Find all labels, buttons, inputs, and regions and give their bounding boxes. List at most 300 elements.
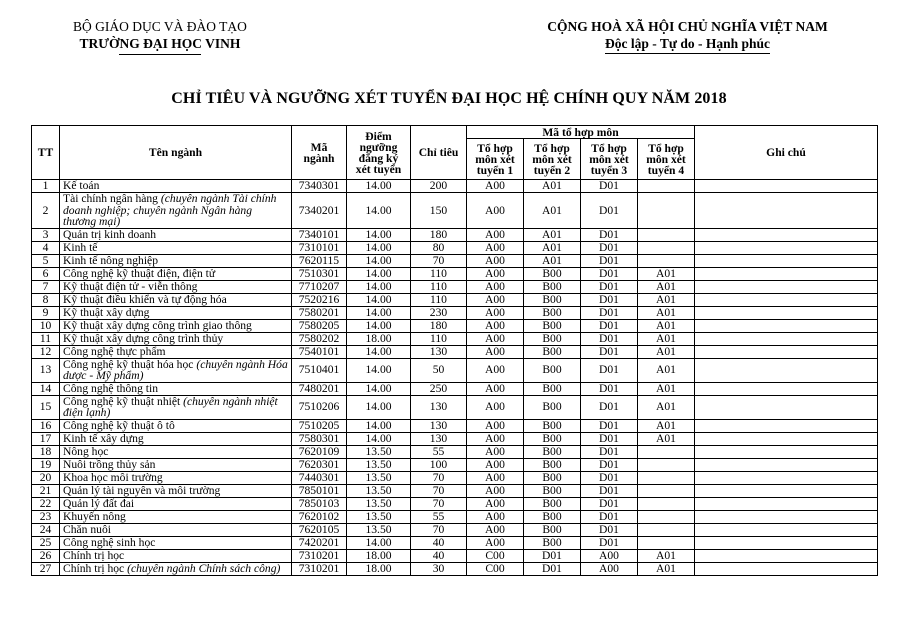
table-row (32, 419, 878, 432)
major-name (60, 432, 292, 445)
quota: 40 (411, 536, 467, 549)
major-code: 7580205 (292, 319, 347, 332)
quota: 80 (411, 241, 467, 254)
table-row (32, 319, 878, 332)
table-row (32, 510, 878, 523)
combo-3: D01 (581, 228, 638, 241)
combo-2: B00 (524, 345, 581, 358)
note (695, 228, 878, 241)
combo-4 (638, 510, 695, 523)
major-code: 7510205 (292, 419, 347, 432)
major-name-text: Kinh tế (63, 240, 98, 254)
combo-3: D01 (581, 293, 638, 306)
combo-3: D01 (581, 510, 638, 523)
major-code: 7620109 (292, 445, 347, 458)
row-number: 14 (32, 382, 60, 395)
issuer-header (40, 18, 280, 55)
combo-2: B00 (524, 432, 581, 445)
combo-4: A01 (638, 280, 695, 293)
combo-2: A01 (524, 241, 581, 254)
combo-4: A01 (638, 267, 695, 280)
combo-1: A00 (467, 345, 524, 358)
combo-1: A00 (467, 280, 524, 293)
quota: 70 (411, 497, 467, 510)
combo-2: B00 (524, 536, 581, 549)
combo-3: D01 (581, 319, 638, 332)
combo-2: B00 (524, 358, 581, 382)
header-code: Mã ngành (292, 126, 347, 180)
note (695, 458, 878, 471)
table-row (32, 267, 878, 280)
row-number: 9 (32, 306, 60, 319)
major-name (60, 549, 292, 562)
major-name-text: Công nghệ sinh học (63, 535, 156, 549)
combo-4: A01 (638, 293, 695, 306)
note (695, 345, 878, 358)
note (695, 484, 878, 497)
combo-4 (638, 484, 695, 497)
threshold-score: 14.00 (347, 228, 411, 241)
note (695, 549, 878, 562)
threshold-score: 14.00 (347, 345, 411, 358)
header-note: Ghi chú (695, 126, 878, 180)
combo-4 (638, 241, 695, 254)
combo-3: D01 (581, 332, 638, 345)
admission-quota-table (31, 125, 878, 576)
note (695, 358, 878, 382)
major-name (60, 382, 292, 395)
threshold-score: 14.00 (347, 382, 411, 395)
major-name-text: Kỹ thuật xây dựng (63, 305, 150, 319)
row-number: 26 (32, 549, 60, 562)
major-name (60, 471, 292, 484)
combo-4: A01 (638, 382, 695, 395)
quota: 110 (411, 280, 467, 293)
table-row (32, 241, 878, 254)
major-name-text: Kế toán (63, 179, 100, 193)
combo-2: B00 (524, 395, 581, 419)
combo-3: A00 (581, 549, 638, 562)
table-row (32, 180, 878, 193)
combo-4: A01 (638, 358, 695, 382)
quota: 40 (411, 549, 467, 562)
major-name (60, 497, 292, 510)
major-name (60, 562, 292, 575)
table-row (32, 471, 878, 484)
combo-4 (638, 445, 695, 458)
row-number: 5 (32, 254, 60, 267)
table-body (32, 180, 878, 576)
table-row (32, 358, 878, 382)
major-code: 7850103 (292, 497, 347, 510)
major-name-text: Chính trị học (63, 561, 125, 575)
major-name-text: Công nghệ kỹ thuật ô tô (63, 418, 175, 432)
table-row (32, 458, 878, 471)
combo-3: D01 (581, 523, 638, 536)
table-row (32, 536, 878, 549)
quota: 130 (411, 395, 467, 419)
combo-2: B00 (524, 458, 581, 471)
threshold-score: 18.00 (347, 549, 411, 562)
header-major: Tên ngành (60, 126, 292, 180)
major-code: 7510301 (292, 267, 347, 280)
threshold-score: 14.00 (347, 193, 411, 229)
specialization-note: (chuyên ngành Tài chính doanh nghiệp; chuyên ngành Ngân hàng thương mại) (63, 192, 277, 228)
threshold-score: 13.50 (347, 484, 411, 497)
threshold-score: 18.00 (347, 562, 411, 575)
combo-2: B00 (524, 332, 581, 345)
major-name (60, 332, 292, 345)
major-code: 7480201 (292, 382, 347, 395)
combo-2: B00 (524, 419, 581, 432)
major-code: 7580301 (292, 432, 347, 445)
combo-4: A01 (638, 549, 695, 562)
note (695, 254, 878, 267)
quota: 180 (411, 228, 467, 241)
note (695, 523, 878, 536)
combo-1: A00 (467, 180, 524, 193)
major-name-text: Kỹ thuật xây dựng công trình thủy (63, 331, 224, 345)
row-number: 11 (32, 332, 60, 345)
combo-1: A00 (467, 523, 524, 536)
major-name (60, 510, 292, 523)
combo-3: D01 (581, 432, 638, 445)
combo-4: A01 (638, 562, 695, 575)
major-name (60, 228, 292, 241)
combo-3: D01 (581, 193, 638, 229)
combo-1: A00 (467, 510, 524, 523)
note (695, 193, 878, 229)
combo-1: A00 (467, 432, 524, 445)
combo-4 (638, 536, 695, 549)
major-name-text: Công nghệ kỹ thuật hóa học (63, 357, 194, 371)
quota: 70 (411, 484, 467, 497)
major-name (60, 306, 292, 319)
row-number: 1 (32, 180, 60, 193)
row-number: 13 (32, 358, 60, 382)
combo-4: A01 (638, 306, 695, 319)
combo-3: D01 (581, 484, 638, 497)
quota: 130 (411, 419, 467, 432)
major-code: 7310101 (292, 241, 347, 254)
combo-1: C00 (467, 549, 524, 562)
header-combo-group: Mã tổ hợp môn (467, 126, 695, 139)
combo-1: C00 (467, 562, 524, 575)
row-number: 4 (32, 241, 60, 254)
combo-2: B00 (524, 306, 581, 319)
combo-3: D01 (581, 445, 638, 458)
combo-4: A01 (638, 332, 695, 345)
combo-1: A00 (467, 458, 524, 471)
ministry-name: BỘ GIÁO DỤC VÀ ĐÀO TẠO (73, 19, 247, 34)
quota: 110 (411, 267, 467, 280)
major-name-text: Chính trị học (63, 548, 125, 562)
specialization-note: (chuyên ngành Chính sách công) (127, 561, 281, 575)
combo-4: A01 (638, 419, 695, 432)
row-number: 8 (32, 293, 60, 306)
combo-1: A00 (467, 306, 524, 319)
threshold-score: 13.50 (347, 510, 411, 523)
table-row (32, 523, 878, 536)
row-number: 3 (32, 228, 60, 241)
row-number: 15 (32, 395, 60, 419)
combo-2: B00 (524, 523, 581, 536)
major-name (60, 536, 292, 549)
combo-2: D01 (524, 549, 581, 562)
combo-1: A00 (467, 267, 524, 280)
major-code: 7520216 (292, 293, 347, 306)
note (695, 382, 878, 395)
combo-4 (638, 523, 695, 536)
note (695, 497, 878, 510)
quota: 55 (411, 510, 467, 523)
threshold-score: 14.00 (347, 536, 411, 549)
document-title: CHỈ TIÊU VÀ NGƯỠNG XÉT TUYỂN ĐẠI HỌC HỆ CHÍNH QUY NĂM 2018 (171, 90, 727, 107)
combo-2: B00 (524, 497, 581, 510)
row-number: 10 (32, 319, 60, 332)
quota: 110 (411, 332, 467, 345)
combo-3: D01 (581, 395, 638, 419)
specialization-note: (chuyên ngành nhiệt điện lạnh) (63, 394, 278, 419)
note (695, 332, 878, 345)
note (695, 536, 878, 549)
threshold-score: 13.50 (347, 458, 411, 471)
table-row (32, 382, 878, 395)
major-name (60, 267, 292, 280)
combo-3: D01 (581, 306, 638, 319)
table-row (32, 332, 878, 345)
row-number: 16 (32, 419, 60, 432)
national-motto: Độc lập - Tự do - Hạnh phúc (605, 35, 770, 54)
combo-3: A00 (581, 562, 638, 575)
header-combo-1: Tổ hợp môn xét tuyển 1 (467, 139, 524, 180)
quota: 130 (411, 432, 467, 445)
combo-4 (638, 228, 695, 241)
combo-3: D01 (581, 180, 638, 193)
note (695, 180, 878, 193)
combo-2: B00 (524, 267, 581, 280)
major-code: 7540101 (292, 345, 347, 358)
combo-4 (638, 193, 695, 229)
combo-3: D01 (581, 458, 638, 471)
quota: 180 (411, 319, 467, 332)
note (695, 432, 878, 445)
threshold-score: 14.00 (347, 254, 411, 267)
row-number: 27 (32, 562, 60, 575)
major-name (60, 484, 292, 497)
combo-2: B00 (524, 510, 581, 523)
major-code: 7580202 (292, 332, 347, 345)
combo-2: B00 (524, 319, 581, 332)
combo-2: B00 (524, 445, 581, 458)
combo-2: A01 (524, 254, 581, 267)
major-name-text: Chăn nuôi (63, 522, 111, 536)
major-name-text: Công nghệ kỹ thuật nhiệt (63, 394, 181, 408)
major-name-text: Khoa học môi trường (63, 470, 163, 484)
combo-3: D01 (581, 382, 638, 395)
threshold-score: 14.00 (347, 306, 411, 319)
table-row (32, 228, 878, 241)
threshold-score: 14.00 (347, 180, 411, 193)
major-code: 7510206 (292, 395, 347, 419)
major-name-text: Khuyến nông (63, 509, 126, 523)
major-name-text: Quản trị kinh doanh (63, 227, 157, 241)
table-row (32, 254, 878, 267)
major-code: 7580201 (292, 306, 347, 319)
major-name-text: Kinh tế xây dựng (63, 431, 144, 445)
header-combo-4: Tổ hợp môn xét tuyển 4 (638, 139, 695, 180)
major-name (60, 445, 292, 458)
table-row (32, 306, 878, 319)
combo-4 (638, 458, 695, 471)
table-row (32, 280, 878, 293)
row-number: 23 (32, 510, 60, 523)
major-name-text: Quản lý tài nguyên và môi trường (63, 483, 221, 497)
threshold-score: 14.00 (347, 419, 411, 432)
university-name: TRƯỜNG ĐẠI HỌC VINH (79, 36, 241, 51)
combo-1: A00 (467, 254, 524, 267)
combo-1: A00 (467, 536, 524, 549)
major-code: 7620102 (292, 510, 347, 523)
note (695, 395, 878, 419)
major-code: 7310201 (292, 562, 347, 575)
quota: 50 (411, 358, 467, 382)
table-row (32, 445, 878, 458)
combo-3: D01 (581, 280, 638, 293)
quota: 70 (411, 254, 467, 267)
combo-3: D01 (581, 536, 638, 549)
major-code: 7710207 (292, 280, 347, 293)
note (695, 419, 878, 432)
combo-1: A00 (467, 395, 524, 419)
row-number: 2 (32, 193, 60, 229)
header-quota: Chỉ tiêu (411, 126, 467, 180)
combo-1: A00 (467, 484, 524, 497)
major-code: 7340201 (292, 193, 347, 229)
major-name-text: Kỹ thuật điều khiển và tự động hóa (63, 292, 227, 306)
combo-2: B00 (524, 471, 581, 484)
major-name (60, 254, 292, 267)
note (695, 280, 878, 293)
combo-4 (638, 497, 695, 510)
major-name (60, 419, 292, 432)
combo-3: D01 (581, 241, 638, 254)
table-row (32, 562, 878, 575)
specialization-note: (chuyên ngành Hóa dược - Mỹ phẩm) (63, 357, 288, 382)
major-name (60, 358, 292, 382)
major-name (60, 180, 292, 193)
table-row (32, 345, 878, 358)
threshold-score: 14.00 (347, 241, 411, 254)
major-name-text: Công nghệ thông tin (63, 381, 159, 395)
row-number: 12 (32, 345, 60, 358)
combo-2: B00 (524, 382, 581, 395)
header-divider (119, 54, 201, 55)
note (695, 445, 878, 458)
threshold-score: 18.00 (347, 332, 411, 345)
quota: 150 (411, 193, 467, 229)
major-name (60, 319, 292, 332)
major-name-text: Công nghệ kỹ thuật điện, điện tử (63, 266, 216, 280)
threshold-score: 13.50 (347, 523, 411, 536)
table-row (32, 497, 878, 510)
threshold-score: 13.50 (347, 445, 411, 458)
table-row (32, 432, 878, 445)
quota: 30 (411, 562, 467, 575)
major-code: 7620301 (292, 458, 347, 471)
threshold-score: 14.00 (347, 280, 411, 293)
quota: 110 (411, 293, 467, 306)
major-code: 7420201 (292, 536, 347, 549)
combo-4 (638, 180, 695, 193)
major-name (60, 523, 292, 536)
combo-3: D01 (581, 254, 638, 267)
threshold-score: 13.50 (347, 471, 411, 484)
major-name (60, 458, 292, 471)
note (695, 241, 878, 254)
major-name-text: Kỹ thuật điện tử - viễn thông (63, 279, 198, 293)
combo-3: D01 (581, 358, 638, 382)
major-code: 7340301 (292, 180, 347, 193)
major-code: 7340101 (292, 228, 347, 241)
threshold-score: 14.00 (347, 395, 411, 419)
combo-4 (638, 471, 695, 484)
threshold-score: 14.00 (347, 432, 411, 445)
combo-3: D01 (581, 471, 638, 484)
table-row (32, 484, 878, 497)
row-number: 6 (32, 267, 60, 280)
note (695, 267, 878, 280)
combo-4 (638, 254, 695, 267)
major-code: 7850101 (292, 484, 347, 497)
major-name-text: Tài chính ngân hàng (63, 192, 158, 205)
note (695, 471, 878, 484)
major-code: 7440301 (292, 471, 347, 484)
major-code: 7620105 (292, 523, 347, 536)
combo-1: A00 (467, 193, 524, 229)
combo-2: A01 (524, 180, 581, 193)
row-number: 19 (32, 458, 60, 471)
combo-1: A00 (467, 471, 524, 484)
major-name-text: Nuôi trồng thủy sản (63, 457, 156, 471)
quota: 55 (411, 445, 467, 458)
row-number: 24 (32, 523, 60, 536)
major-name-text: Nông học (63, 444, 109, 458)
combo-2: B00 (524, 484, 581, 497)
row-number: 18 (32, 445, 60, 458)
threshold-score: 14.00 (347, 293, 411, 306)
combo-3: D01 (581, 267, 638, 280)
major-name (60, 293, 292, 306)
quota: 250 (411, 382, 467, 395)
major-name (60, 395, 292, 419)
row-number: 21 (32, 484, 60, 497)
note (695, 562, 878, 575)
row-number: 17 (32, 432, 60, 445)
quota: 70 (411, 471, 467, 484)
major-name (60, 241, 292, 254)
major-name-text: Kinh tế nông nghiệp (63, 253, 158, 267)
quota: 70 (411, 523, 467, 536)
quota: 100 (411, 458, 467, 471)
header-tt: TT (32, 126, 60, 180)
header-threshold: Điểm ngưỡng đăng ký xét tuyển (347, 126, 411, 180)
combo-4: A01 (638, 319, 695, 332)
header-combo-3: Tổ hợp môn xét tuyển 3 (581, 139, 638, 180)
row-number: 7 (32, 280, 60, 293)
threshold-score: 13.50 (347, 497, 411, 510)
note (695, 306, 878, 319)
